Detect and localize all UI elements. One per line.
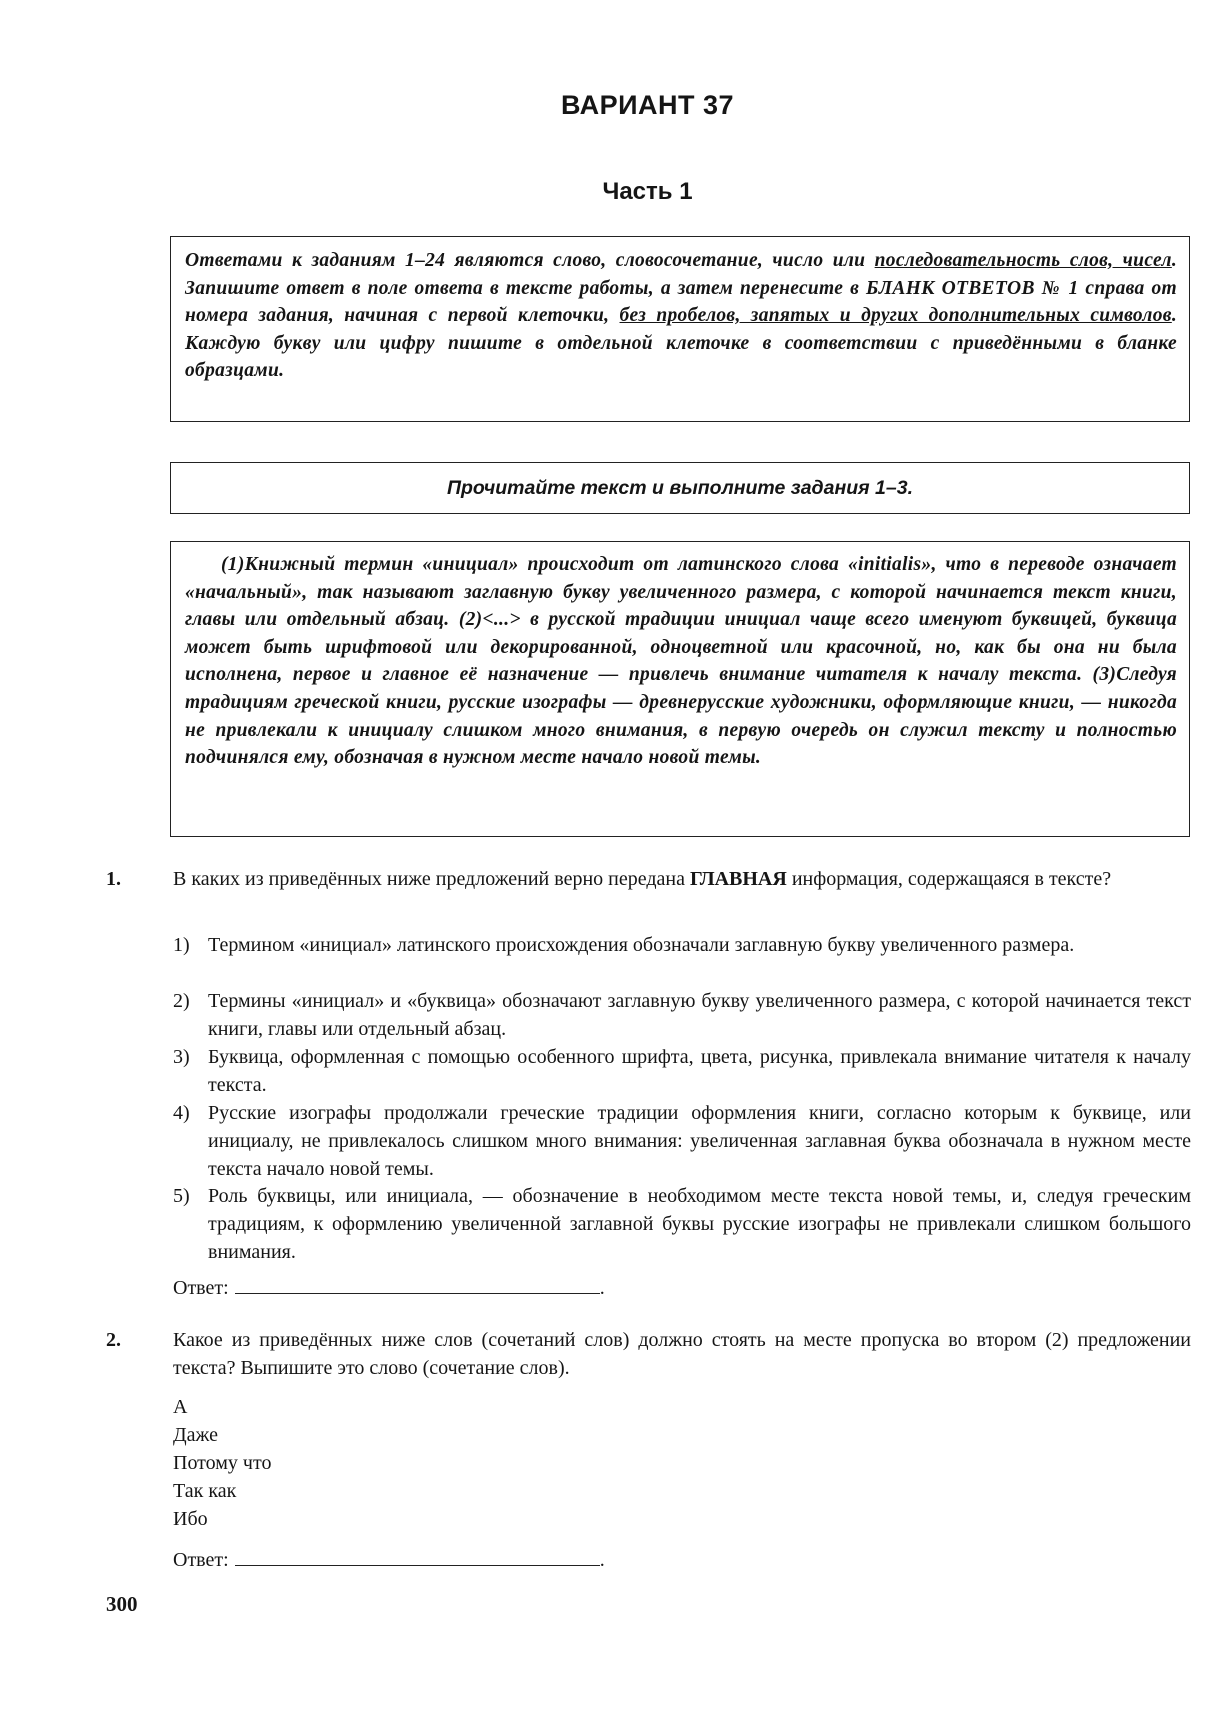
option-text: Термины «инициал» и «буквица» обозначают заглавную букву увеличенного размера, с которой начинается текст книги, главы или отдельный абзац. xyxy=(208,990,1191,1040)
passage-text: (1)Книжный термин «инициал» происходит от латинского слова «initialis», что в переводе означает «начальный», так называют заглавную букву увеличенного размера, с которой начинается текст книги, главы или отдельный абзац. (2)<...> в русской традиции инициал чаще всего именуют буквицей, буквица может быть шрифтовой или декорированной, одноцветной или красочной, но, как бы она ни была исполнена, первое и главное её назначение — привлечь внимание читателя к началу текста. (3)Следуя традициям греческой книги, русские изографы — древнерусские художники, оформляющие книги, — никогда не привлекали к инициалу слишком много внимания, в первую очередь он служил тексту и полностью подчинялся ему, обозначая в нужном месте начало новой темы. xyxy=(185,554,1177,769)
option-text: Русские изографы продолжали греческие традиции оформления книги, согласно которым к буквице, или инициалу, не привлекалось слишком много внимания: увеличенная заглавная буква обозначала в нужном месте текста начало новой темы. xyxy=(208,1102,1191,1180)
answer-line[interactable] xyxy=(235,1545,600,1566)
question-2-answer xyxy=(173,1545,605,1574)
option-number: 1) xyxy=(173,934,190,956)
answer-label: Ответ: xyxy=(173,1277,229,1299)
answer-label: Ответ: xyxy=(173,1549,229,1571)
instructions-text-2: . Запишите ответ в поле ответа в тексте работы, а затем перенесите в БЛАНК ОТВЕТОВ № 1 справа от номера задания, начиная с первой клеточки, xyxy=(185,250,1177,326)
question-1-option-5 xyxy=(173,1182,1191,1266)
question-1-text xyxy=(173,865,1191,893)
option-text: Роль буквицы, или инициала, — обозначение в необходимом месте текста новой темы, и, следуя греческим традициям, к оформлению увеличенной заглавной буквы русские изографы не привлекали слишком большого внимания. xyxy=(208,1185,1191,1263)
question-1-text-b: информация, содержащаяся в тексте? xyxy=(786,868,1112,890)
question-2-word: Так как xyxy=(173,1480,237,1502)
question-1-number: 1. xyxy=(106,868,121,890)
question-2-text: Какое из приведённых ниже слов (сочетаний слов) должно стоять на месте пропуска во втором (2) предложении текста? Выпишите это слово (сочетание слов). xyxy=(173,1329,1191,1379)
page-number: 300 xyxy=(106,1592,138,1616)
question-2-word: Ибо xyxy=(173,1508,208,1530)
instructions-text-1: Ответами к заданиям 1–24 являются слово, словосочетание, число или xyxy=(185,250,875,271)
instructions-box xyxy=(170,236,1190,422)
instructions-underline-2: без пробелов, запятых и других дополнительных символов xyxy=(619,305,1172,326)
answer-line[interactable] xyxy=(235,1273,600,1294)
question-1-option-3 xyxy=(173,1043,1191,1099)
question-1-text-a: В каких из приведённых ниже предложений верно передана xyxy=(173,868,690,890)
option-number: 4) xyxy=(173,1102,190,1124)
option-number: 5) xyxy=(173,1185,190,1207)
variant-title: ВАРИАНТ 37 xyxy=(560,90,735,120)
option-number: 2) xyxy=(173,990,190,1012)
question-2-number: 2. xyxy=(106,1329,121,1351)
instructions-text-3: . Каждую букву или цифру пишите в отдельной клеточке в соответствии с приведёнными в бланке образцами. xyxy=(185,305,1177,381)
question-2-word: Потому что xyxy=(173,1452,272,1474)
question-1-answer xyxy=(173,1273,605,1302)
read-prompt-text: Прочитайте текст и выполните задания 1–3. xyxy=(447,477,913,499)
instructions-underline-1: последовательность слов, чисел xyxy=(874,250,1172,271)
option-text: Термином «инициал» латинского происхождения обозначали заглавную букву увеличенного размера. xyxy=(208,934,1075,956)
question-1-option-1 xyxy=(173,931,1191,959)
question-1-option-4 xyxy=(173,1099,1191,1183)
answer-end: . xyxy=(599,1277,605,1299)
question-2-word: А xyxy=(173,1396,188,1418)
passage-box xyxy=(170,541,1190,837)
read-prompt-box xyxy=(170,462,1190,514)
question-1-text-bold: ГЛАВНАЯ xyxy=(689,868,787,890)
answer-end: . xyxy=(599,1549,605,1571)
question-1-option-2 xyxy=(173,987,1191,1043)
part-title: Часть 1 xyxy=(602,178,693,205)
option-text: Буквица, оформленная с помощью особенного шрифта, цвета, рисунка, привлекала внимание читателя к началу текста. xyxy=(208,1046,1191,1096)
question-2-word: Даже xyxy=(173,1424,218,1446)
option-number: 3) xyxy=(173,1046,190,1068)
